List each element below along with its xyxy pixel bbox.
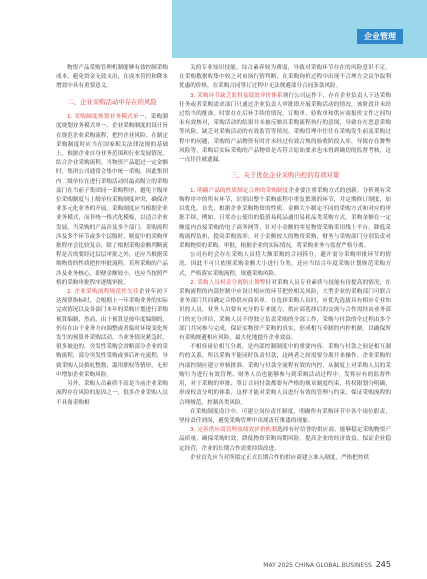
right-heading: 三、关于优化企业采购内控的有效对策: [230, 171, 340, 180]
left-sub2-title: 2. 企业采购流程规范性欠佳: [67, 289, 139, 296]
right-s2-title: 2. 采购人员权责分离防止舞弊: [190, 279, 266, 286]
right-p2: [179, 92, 391, 166]
left-sub2: [56, 288, 168, 380]
footer-issue: MAY 2025 CHINA GLOBAL BUSINESS: [263, 562, 372, 569]
left-column: [56, 64, 168, 408]
right-s2-body: 针对采购人员专业素质与技能有待提高的情况，在采购流程的内部控制中应设计相应的环节把控相关风险，大型企业的采购部门可联合业务部门共同确定合格供应商名单。在选择采购人员时，应优先选拔具有相应专业知识的人员，业务人员要有充分的专业能力，供应商选择后的交流与合作需经由业务部门的充分评估，采购人员不得独立负责采购的全部工作，采购与付款的全过程由多个部门共同参与完成，保证实物资产采购的真实，形成相互牵制的内控机制。以确保所有采购规避相应风险，最大化地提升企业效益。: [179, 279, 391, 342]
right-s3-body: 选择有好信誉的供应商，能够稳定采购物资产品质量，确保采购时效，降低物资采购周期风险，提高企业的经济效益，保证企业稳定经营，企业的长期合作需要持续改进。: [179, 427, 391, 452]
right-s3: [179, 426, 391, 454]
section-tag: 企业管理: [357, 29, 403, 44]
right-p2-body: 现行公司运作下，存在企业负责人下达采购任务或者采购需求部门只通过企业负责人审批即开展采购活动的情况，该阶段并未经过恰当的批准，时常存在后补手续的情况，订购单、验收单和供应商报价文件之间均未有效核对，采购活动的结果并未被反映出采购流程执行的意图，导致存在恶意采购等风险，缺乏对采购活动的有效监管等情况。采购管理中往往在采购发生前及采购过程中的问题，采购的产品物资有时并未经过有效合规的验收阶段入库，导致存在舞弊风险等，采购后实际采购的产品物资是否符合原始要求也未得到确切的监督考核，这一点往往被遗漏。: [179, 92, 391, 164]
right-tail: 企业首先应当对所拟定正式长期合作的供应商建立准入制度，严格把控供: [190, 454, 370, 461]
right-p4: 不相容岗位相互分离，是内部控制制度中的重要内容。采购与付款之间是相互制约的关系，所以采购不能同时负责付款，这两者之间需要分离开来操作。企业采购的内部控制应建立审核批准、采购与付款全流程有效的内控，从制度上对采购人员的采购行为进行有效管理、财务人员也能够参与到采购活动过程中，发挥应有的监督作用，对于采购的审批、签订合同付款都要有严格的规章制度约束，将权限划分明确，形成权责分明的体系，这样才能对采购人员进行有效的管理与约束，保证采购流程的合理规范，控制各类风险。: [179, 344, 391, 406]
page-footer: [263, 560, 391, 569]
left-sub1-body: 一、采购制度规划业务模式单一、企业采购制度的设计旨在规范企业采购流程，把控企业风险。在制定采购制度时应当在国家相关法律法规的基础上，根据企业自身业务范围和行业发展情况，结合企业采购流程、当物资产品超过一定金额时，集团公司通常会集中统一采购，因此集团内二级单位在进行采购活动时最高级立的采购部门在当前子集团同一采购程序，避免下级单位采购制度与上级单位采购制度冲突，确保企业多元化业务的开展。采购制度应当根据企业业务模式，而非统一格式化模板，以适合企业发展。当采购的产品涉及多个部门，采购流程涉及多个环节或多个层级时，制度中的采购审批程序会比较复杂，除了根据采购金额判断流程是否需要经过层层审批之外，还应当根据采购物资的性质把控审批流程。若所采购的产品涉及业务核心，即便金额较小，也应当按照严格的采购审批程序逐级审批。: [56, 114, 168, 286]
left-sub2-body: 企业年初下达预算指标时，会根据上一年采购业务的实际完成情况以及各部门本年的采购计划进行采购预算编制，然而，由于预算是按年度编制的，仍存在由于业务方向调整或者临时环境变化所发生的预算外采购活动。当业务情况紧急时，很多被迫的、突发性采购会省略部分企业的采购流程，部分突发性采购或事后补充流程，导致采购人员倘轧整数，滥用职权等情形，无形中增加企业采购风险。: [56, 289, 168, 378]
right-p1: 关的专业知识技能，综合素养较为薄弱，导致对采购环节存在的风险意识不足，在采购数据收集中较之对市场行情判断，在采购询价过程中出现不合理方会议争取利优惠的价格，在采购合同签订过程中无法规避部分合同条款风险。: [179, 65, 391, 90]
right-s1-body: 企业要注重采购方式的创新，分析现有采购程序中的所有环节，识别出整个采购流程中重复繁琐的环节，并定期修订制度，加以优化。首先，根据企业采购物资的性质，金额大小制定不同的采购方式和对应的审批手续，例如，日常办公使用的低值易耗品通用易耗品类采购方式，采购金额在一定额度内直接采购的电子商务网等，针对小金额的零星物资采购采用线上平台，降低采购流程负担，提高采购效率；对于金额较大的物资采购，财务与采购部门分别负责对采购物资的采购、审批，根据企业的实际情况，将采购业务与监督严格分离。: [179, 187, 391, 250]
right-p5: 在采购制度设计中，可建立岗位责任制度，明确所有采购环节中各个岗位职责，坚持责任到岗，避免采购管理中出现责任推诿的现象。: [179, 408, 391, 424]
left-paragraph-0: 物资产品采购管理机制能够有效控制采购成本，避免资金无效支出，在成本管控和降本增效中具有重要意义。: [56, 65, 168, 90]
right-h3-title: 3. 采购环节缺乏监督及绩效评价体系: [190, 92, 283, 99]
page-header: [0, 0, 427, 58]
right-column: [179, 64, 391, 463]
right-s1-title: 1. 明确产品的性质制定合理的采购制度: [190, 187, 289, 194]
right-p3: 公司有时会存在采购人员将大额采购的合同拆分，避开需分采购审批环节的情况，因此不可只依照采购金额大小进行分类，还应当结合年度采购计划规范采购方式，严格落实采购流程，规避采购风险。: [179, 252, 391, 277]
right-s2: [179, 279, 391, 343]
right-s1: [179, 187, 391, 251]
left-tail: 另外，采购人员素质不高是当前企业采购流程存在风险的原因之一，很多企业采购人员不具备采购相: [56, 381, 168, 406]
left-sub1: [56, 113, 168, 288]
left-sub1-title: 1. 采购制度规划业务模式单: [67, 114, 139, 121]
right-s3-title: 3. 完善供应商管理及绩效评价机制: [190, 427, 278, 434]
page-number: 245: [375, 560, 391, 569]
left-heading: 二、企业采购活动中存在的风险: [67, 97, 157, 106]
